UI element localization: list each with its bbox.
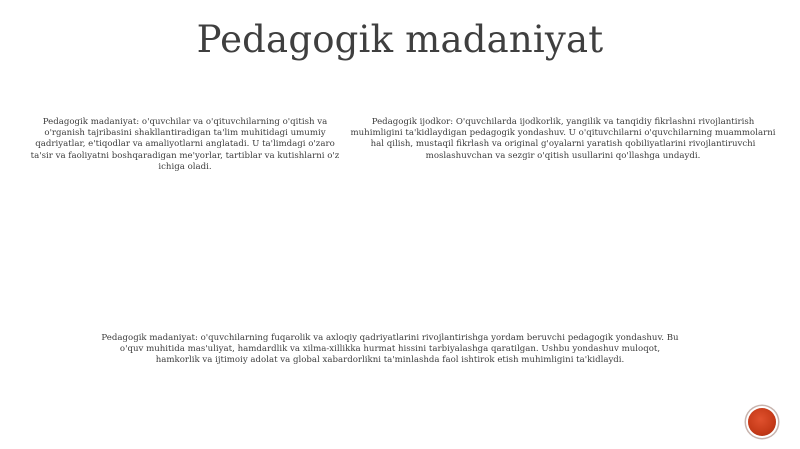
red-circle-button-icon[interactable] [748, 408, 776, 436]
text-block-pedagogik-madaniyat-civic: Pedagogik madaniyat: o'quvchilarning fuqarolik va axloqiy qadriyatlarini rivojlantirishga yordam beruvchi pedagogik yondashuv. Bu o'quv muhitida mas'uliyat, hamdardlik va xilma-xillikka hurmat hissini tarbiyalashga qaratilgan. Ushbu yondashuv muloqot, hamkorlik va ijtimoiy adolat va global xabardorlikni ta'minlashda faol ishtirok etish muhimligini ta'kidlaydi. [101, 333, 679, 366]
text-block-pedagogik-ijodkor: Pedagogik ijodkor: O'quvchilarda ijodkorlik, yangilik va tanqidiy fikrlashni rivojlantirish muhimligini ta'kidlaydigan pedagogik yondashuv. U o'qituvchilarni o'quvchilarning muammolarni hal qilish, mustaqil fikrlash va original g'oyalarni yaratish qobiliyatlarini rivojlantiruvchi moslashuvchan va sezgir o'qitish usullarini qo'llashga undaydi. [350, 117, 776, 161]
text-block-pedagogik-madaniyat: Pedagogik madaniyat: o'quvchilar va o'qituvchilarning o'qitish va o'rganish tajribasini shakllantiradigan ta'lim muhitidagi umumiy qadriyatlar, e'tiqodlar va amaliyotlarni anglatadi. U ta'limdagi o'zaro ta'sir va faoliyatni boshqaradigan me'yorlar, tartiblar va kutishlarni o'z ichiga oladi. [30, 117, 340, 172]
slide-title: Pedagogik madaniyat [196, 18, 604, 61]
